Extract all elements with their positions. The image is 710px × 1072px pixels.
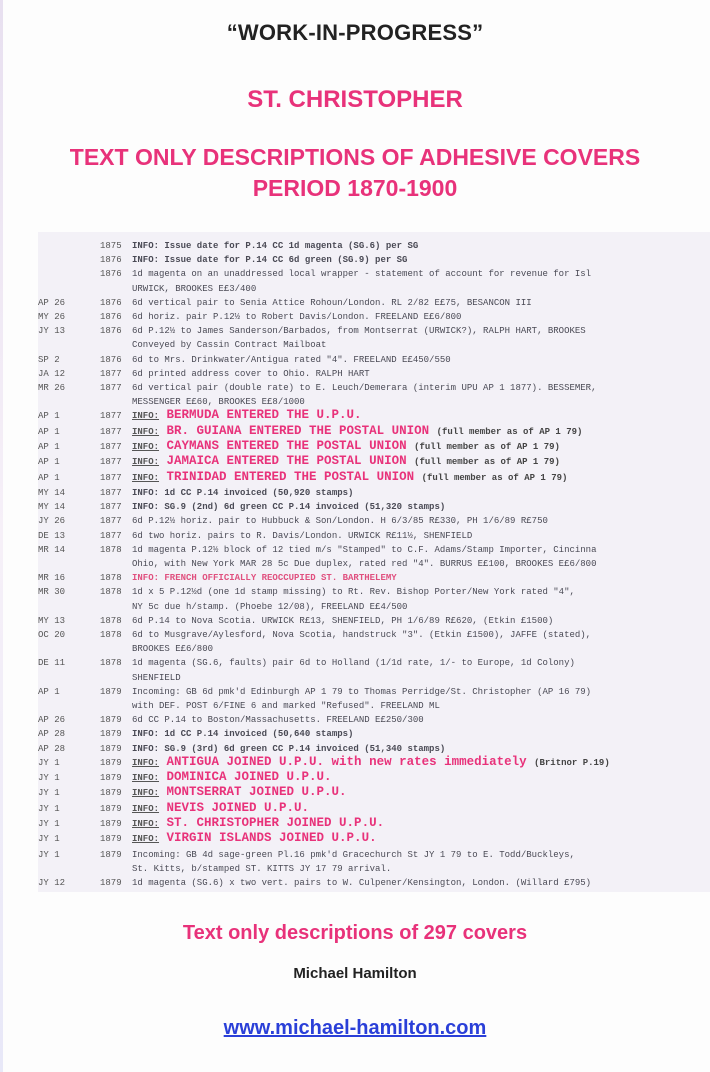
entry-text: 6d P.12½ to James Sanderson/Barbados, from Montserrat (URWICK?), RALPH HART, BROOKES (132, 326, 586, 337)
entry-year: 1879 (100, 803, 122, 814)
postal-union-event: JAMAICA ENTERED THE POSTAL UNION (166, 454, 407, 469)
entry-text (132, 470, 567, 484)
cover-count-text: Text only descriptions of 297 covers (182, 922, 528, 944)
entry-text (132, 408, 362, 422)
entry-year: 1878 (100, 587, 122, 598)
entry-date: JY 1 (38, 818, 60, 829)
website-link[interactable]: www.michael-hamilton.com (223, 1017, 487, 1039)
entry-text: NY 5c due h/stamp. (Phoebe 12/08), FREELAND E£4/500 (132, 601, 408, 612)
entry-text: 6d printed address cover to Ohio. RALPH HART (132, 368, 370, 379)
entry-year: 1878 (100, 629, 122, 640)
entry-text (132, 424, 582, 438)
entry-text: St. Kitts, b/stamped ST. KITTS JY 17 79 arrival. (132, 863, 392, 874)
entry-date: AP 1 (38, 457, 60, 468)
info-label: INFO: (132, 773, 160, 783)
entry-year: 1878 (100, 658, 122, 669)
postal-union-event: VIRGIN ISLANDS JOINED U.P.U. (166, 831, 377, 846)
entry-text: Incoming: GB 6d pmk'd Edinburgh AP 1 79 to Thomas Perridge/St. Christopher (AP 16 79) (132, 686, 592, 697)
entry-year: 1877 (100, 516, 122, 527)
entry-date: MY 13 (38, 615, 66, 626)
entry-year: 1879 (100, 743, 122, 754)
postal-union-event: NEVIS JOINED U.P.U. (166, 800, 310, 815)
entry-date: AP 1 (38, 411, 60, 422)
entry-date: DE 11 (38, 658, 66, 669)
info-label: INFO: (132, 788, 160, 799)
entry-year: 1878 (100, 573, 122, 584)
entry-date: JY 1 (38, 788, 60, 799)
entry-date: JY 1 (38, 834, 60, 845)
entry-text: 1d magenta (SG.6) x two vert. pairs to W. Culpener/Kensington, London. (Willard £795) (132, 877, 592, 888)
work-in-progress-heading: “WORK-IN-PROGRESS” (226, 20, 484, 45)
postal-union-event: BR. GUIANA ENTERED THE POSTAL UNION (166, 423, 430, 438)
entry-text: 6d vertical pair (double rate) to E. Leuch/Demerara (interim UPU AP 1 1877). BESSEMER, (132, 383, 597, 393)
entry-text: SHENFIELD (132, 672, 181, 683)
subtitle-line-1: TEXT ONLY DESCRIPTIONS OF ADHESIVE COVERS (69, 144, 641, 170)
entry-year: 1879 (100, 686, 122, 697)
entry-text (132, 439, 560, 453)
entry-year: 1876 (100, 326, 122, 337)
entry-year: 1876 (100, 312, 122, 322)
entry-year: 1877 (100, 487, 122, 498)
entry-text: Ohio, with New York MAR 28 5c Due duplex, rated red "4". BURRUS E£100, BROOKES E£6/800 (132, 558, 597, 569)
entry-date: JY 1 (38, 773, 60, 783)
entry-date: MR 16 (38, 573, 66, 584)
entry-date: MR 30 (38, 587, 66, 598)
info-label: INFO: (132, 803, 160, 814)
entry-date: MY 26 (38, 312, 66, 322)
entry-year: 1879 (100, 729, 122, 740)
entry-year: 1879 (100, 877, 122, 888)
entry-date: MY 14 (38, 487, 66, 498)
entry-text: BROOKES E£6/800 (132, 644, 214, 655)
entry-text: INFO: SG.9 (2nd) 6d green CC P.14 invoiced (51,320 stamps) (132, 502, 446, 513)
entry-date: MR 14 (38, 544, 66, 555)
entry-text: INFO: FRENCH OFFICIALLY REOCCUPIED ST. BARTHELEMY (132, 573, 397, 584)
author-name: Michael Hamilton (293, 965, 417, 982)
entry-text: with DEF. POST 6/FINE 6 and marked "Refused". FREELAND ML (132, 700, 440, 711)
event-note: (full member as of AP 1 79) (414, 457, 560, 468)
info-label: INFO: (132, 818, 160, 829)
entry-year: 1876 (100, 255, 122, 266)
entry-text: 6d to Musgrave/Aylesford, Nova Scotia, handstruck "3". (Etkin £1500), JAFFE (stated), (132, 629, 592, 640)
entry-date: JY 12 (38, 877, 66, 888)
entry-text: Incoming: GB 4d sage-green Pl.16 pmk'd Gracechurch St JY 1 79 to E. Todd/Buckleys, (132, 849, 575, 860)
info-label: INFO: (132, 757, 160, 768)
entry-date: AP 28 (38, 729, 66, 740)
entry-date: OC 20 (38, 629, 66, 640)
entry-date: JY 26 (38, 516, 66, 527)
sample-entries-listing (38, 232, 710, 892)
entry-year: 1877 (100, 411, 122, 422)
postal-union-event: CAYMANS ENTERED THE POSTAL UNION (166, 439, 407, 453)
entry-year: 1879 (100, 849, 122, 860)
entry-date: JA 12 (38, 368, 66, 379)
entry-text: 1d magenta P.12½ block of 12 tied m/s "Stamped" to C.F. Adams/Stamp Importer, Cincinna (132, 544, 597, 555)
postal-union-event: ST. CHRISTOPHER JOINED U.P.U. (166, 815, 385, 830)
entry-year: 1877 (100, 457, 122, 468)
entry-date: JY 1 (38, 849, 60, 860)
entry-date: AP 1 (38, 442, 60, 452)
entry-text: MESSENGER E£60, BROOKES E£8/1000 (132, 397, 305, 408)
entry-year: 1879 (100, 757, 122, 768)
entry-text: INFO: 1d CC P.14 invoiced (50,920 stamps) (132, 487, 354, 498)
event-note: (full member as of AP 1 79) (436, 426, 583, 437)
entry-text: 1d magenta on an unaddressed local wrapper - statement of account for revenue for Isl (132, 269, 592, 280)
entry-date: DE 13 (38, 530, 66, 541)
entry-text (132, 801, 309, 815)
entry-year: 1879 (100, 788, 122, 799)
entry-date: MY 14 (38, 502, 66, 513)
entry-text: URWICK, BROOKES E£3/400 (132, 283, 257, 294)
info-label: INFO: (132, 457, 160, 468)
info-label: INFO: (132, 411, 160, 422)
entry-year: 1877 (100, 530, 122, 541)
entry-text: 1d magenta (SG.6, faults) pair 6d to Holland (1/1d rate, 1/- to Europe, 1d Colony) (132, 658, 575, 669)
entry-text (132, 816, 384, 830)
postal-union-event: BERMUDA ENTERED THE U.P.U. (166, 408, 362, 423)
entry-date: AP 26 (38, 715, 66, 726)
entry-year: 1877 (100, 383, 122, 393)
entry-date: MR 26 (38, 383, 66, 393)
entry-text: INFO: 1d CC P.14 invoiced (50,640 stamps) (132, 729, 354, 740)
entry-year: 1877 (100, 472, 122, 483)
entry-date: JY 13 (38, 326, 66, 337)
entry-year: 1879 (100, 818, 122, 829)
entry-date: AP 28 (38, 743, 66, 754)
entry-text (132, 755, 610, 769)
postal-union-event: ANTIGUA JOINED U.P.U. with new rates immediately (166, 754, 527, 769)
entry-text (132, 770, 332, 784)
info-label: INFO: (132, 834, 160, 845)
entry-year: 1875 (100, 241, 122, 251)
entry-text: 6d CC P.14 to Boston/Massachusetts. FREELAND E£250/300 (132, 715, 424, 726)
entry-year: 1878 (100, 544, 122, 555)
entry-year: 1877 (100, 442, 122, 452)
entry-year: 1879 (100, 773, 122, 783)
entry-date: JY 1 (38, 757, 60, 768)
event-note: (full member as of AP 1 79) (414, 442, 560, 452)
entry-text: INFO: SG.9 (3rd) 6d green CC P.14 invoiced (51,340 stamps) (132, 743, 446, 754)
entry-date: AP 1 (38, 472, 60, 483)
postal-union-event: TRINIDAD ENTERED THE POSTAL UNION (166, 469, 415, 484)
entry-date: AP 1 (38, 426, 60, 437)
entry-text: 6d two horiz. pairs to R. Davis/London. URWICK R£11½, SHENFIELD (132, 530, 473, 541)
entry-year: 1877 (100, 368, 122, 379)
entry-year: 1877 (100, 426, 122, 437)
entry-year: 1877 (100, 502, 122, 513)
entry-date: SP 2 (38, 354, 60, 365)
entry-text (132, 454, 560, 468)
entry-text: 1d x 5 P.12½d (one 1d stamp missing) to Rt. Rev. Bishop Porter/New York rated "4", (132, 587, 575, 598)
entry-year: 1878 (100, 615, 122, 626)
entry-text (132, 831, 377, 845)
event-note: (Britnor P.19) (534, 757, 610, 768)
entry-year: 1876 (100, 354, 122, 365)
entry-text: 6d to Mrs. Drinkwater/Antigua rated "4". FREELAND E£450/550 (132, 354, 451, 365)
entry-text: 6d P.14 to Nova Scotia. URWICK R£13, SHENFIELD, PH 1/6/89 R£620, (Etkin £1500) (132, 615, 554, 626)
subtitle-line-2: PERIOD 1870-1900 (252, 175, 458, 201)
entry-date: AP 26 (38, 297, 66, 308)
entry-text: 6d P.12½ horiz. pair to Hubbuck & Son/London. H 6/3/85 R£330, PH 1/6/89 R£750 (132, 516, 548, 527)
info-label: INFO: (132, 472, 160, 483)
info-label: INFO: (132, 426, 160, 437)
entry-year: 1876 (100, 297, 122, 308)
entry-text: 6d horiz. pair P.12½ to Robert Davis/London. FREELAND E£6/800 (132, 312, 462, 322)
entry-text: INFO: Issue date for P.14 CC 1d magenta (SG.6) per SG (132, 241, 419, 251)
entry-text (132, 785, 347, 799)
postal-union-event: MONTSERRAT JOINED U.P.U. (166, 785, 347, 800)
entry-text: INFO: Issue date for P.14 CC 6d green (SG.9) per SG (132, 255, 408, 266)
entry-year: 1879 (100, 715, 122, 726)
entry-year: 1879 (100, 834, 122, 845)
event-note: (full member as of AP 1 79) (421, 472, 568, 483)
entry-text: Conveyed by Cassin Contract Mailboat (132, 340, 327, 351)
entry-text: 6d vertical pair to Senia Attice Rohoun/London. RL 2/82 E£75, BESANCON III (132, 297, 532, 308)
entry-year: 1876 (100, 269, 122, 280)
info-label: INFO: (132, 442, 160, 452)
page-title: ST. CHRISTOPHER (247, 86, 463, 113)
entry-date: JY 1 (38, 803, 60, 814)
postal-union-event: DOMINICA JOINED U.P.U. (166, 770, 332, 784)
entry-date: AP 1 (38, 686, 60, 697)
